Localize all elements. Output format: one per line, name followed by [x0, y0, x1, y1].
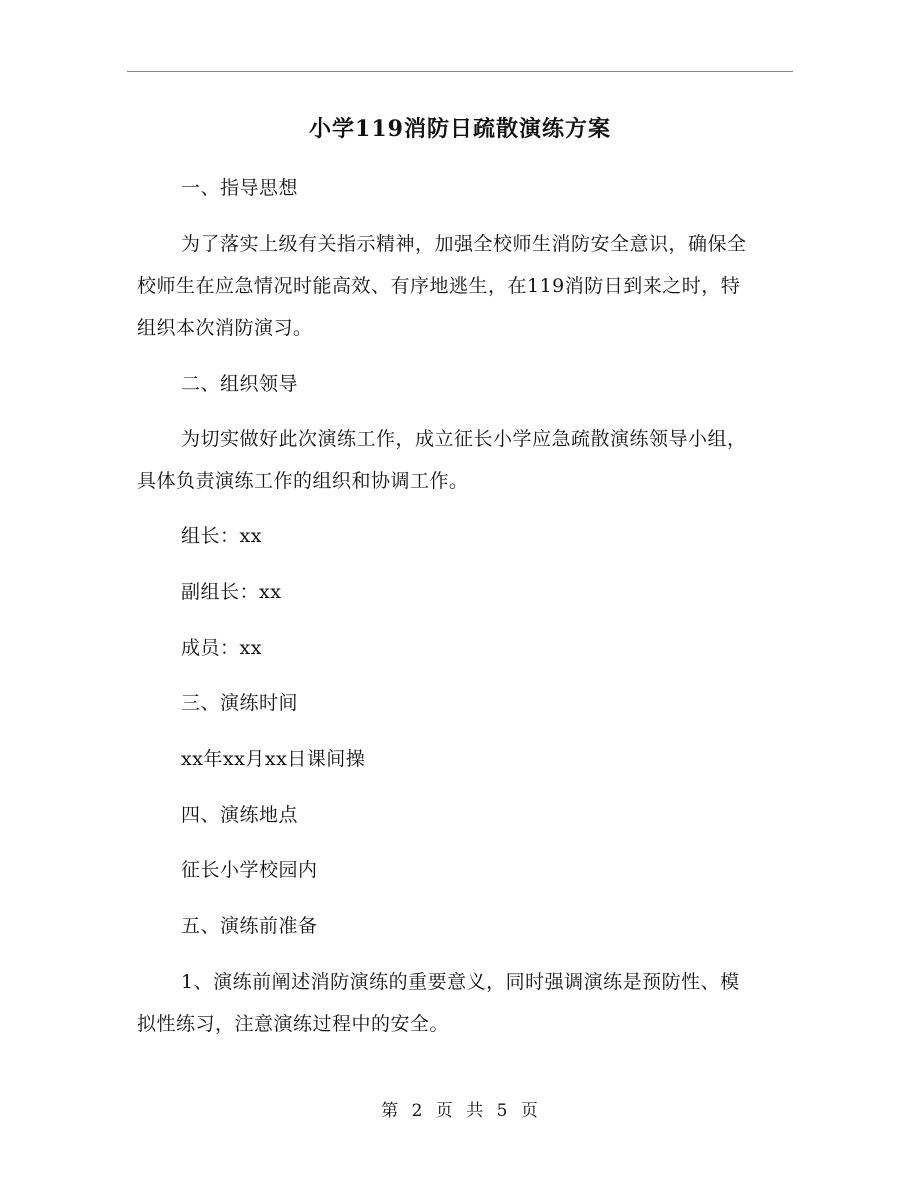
- document-title: 小学119消防日疏散演练方案: [309, 116, 611, 142]
- section2-para-line1: 为切实做好此次演练工作，成立征长小学应急疏散演练领导小组，: [181, 428, 747, 450]
- section4-heading: 四、演练地点: [181, 804, 299, 826]
- section2-para-line2: 具体负责演练工作的组织和协调工作。: [137, 470, 469, 492]
- members-line: 成员：xx: [181, 637, 262, 659]
- section1-para-line3: 组织本次消防演习。: [137, 317, 313, 339]
- section1-heading: 一、指导思想: [181, 177, 299, 199]
- section3-heading: 三、演练时间: [181, 692, 299, 714]
- page-number: 第 2 页 共 5 页: [381, 1101, 539, 1121]
- section1-para-line1: 为了落实上级有关指示精神，加强全校师生消防安全意识，确保全: [181, 233, 747, 255]
- section1-para-line2: 校师生在应急情况时能高效、有序地逃生，在119消防日到来之时，特: [137, 275, 741, 297]
- section5-item1-line2: 拟性练习，注意演练过程中的安全。: [137, 1013, 450, 1035]
- section5-item1-line1: 1、演练前阐述消防演练的重要意义，同时强调演练是预防性、模: [181, 971, 740, 993]
- header-rule: [127, 71, 793, 72]
- section5-heading: 五、演练前准备: [181, 915, 318, 937]
- section2-heading: 二、组织领导: [181, 373, 299, 395]
- leader-line: 组长：xx: [181, 525, 262, 547]
- section4-text: 征长小学校园内: [181, 859, 318, 881]
- deputy-leader-line: 副组长：xx: [181, 581, 282, 603]
- section3-text: xx年xx月xx日课间操: [181, 748, 366, 770]
